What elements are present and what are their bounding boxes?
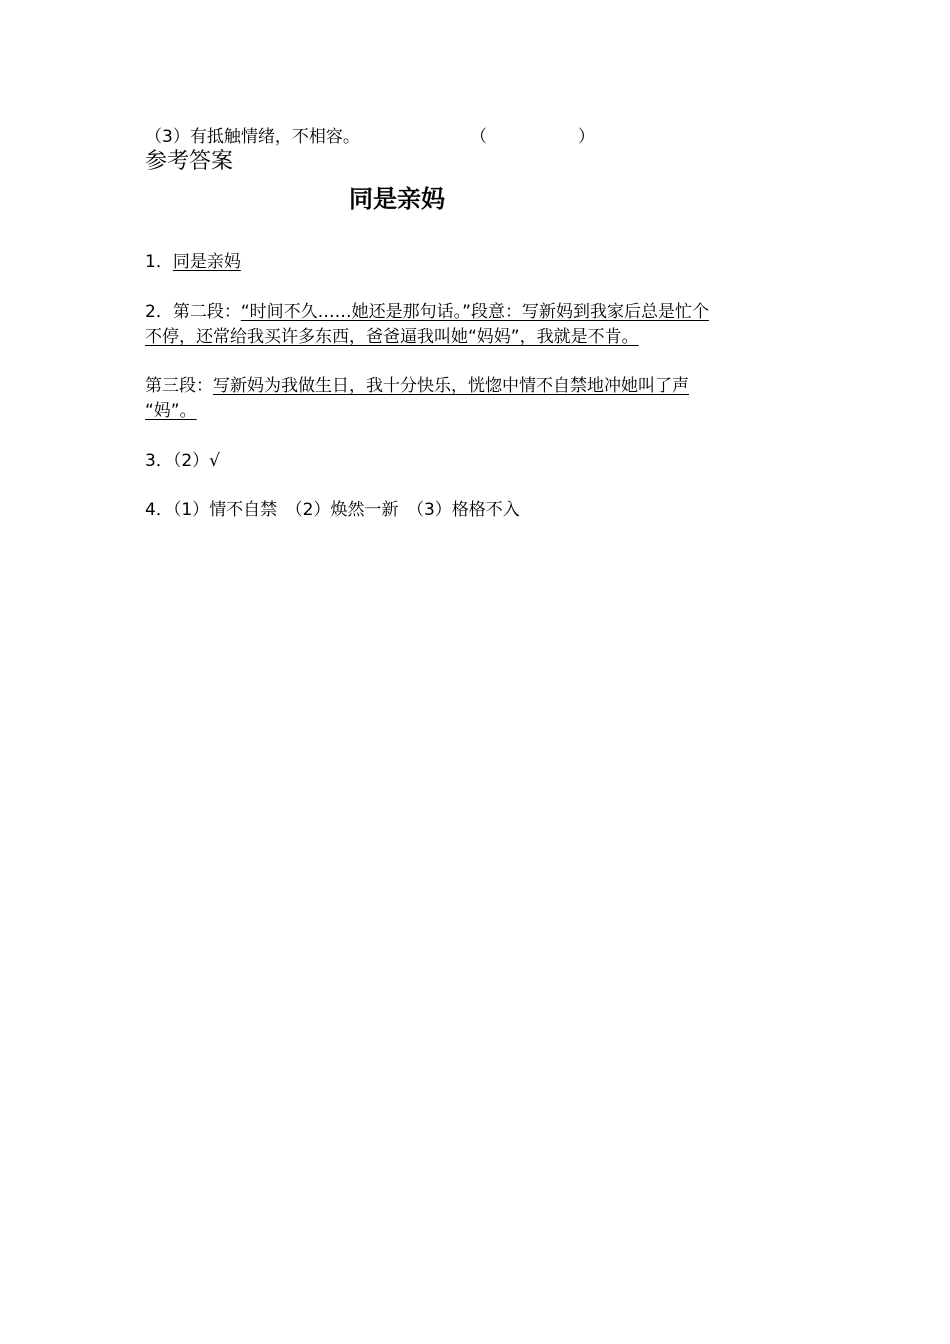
section-heading: 参考答案 (145, 149, 234, 174)
paren-open: （ (470, 127, 487, 147)
answer-3: 3．（2）√ (145, 451, 220, 471)
paren-close: ） (578, 127, 595, 147)
answer-2-line-2 (145, 325, 639, 349)
answer-2-line-1 (145, 300, 709, 324)
question-3-item: （3）有抵触情绪，不相容。 (145, 127, 360, 147)
answer-2b-line-2 (145, 399, 197, 423)
answer-1-number: 1． (145, 252, 173, 272)
answer-1-text: 同是亲妈 (172, 252, 241, 272)
answer-blank-parentheses (470, 125, 595, 149)
answer-2b-line-1 (145, 374, 689, 398)
answer-4: 4．（1）情不自禁 （2）焕然一新 （3）格格不入 (145, 500, 520, 520)
answer-2-text-2: 不停，还常给我买许多东西，爸爸逼我叫她“妈妈”，我就是不肯。 (145, 327, 639, 347)
answer-2-text-1: “时间不久……她还是那句话。”段意：写新妈到我家后总是忙个 (240, 302, 709, 322)
answer-2-number: 2．第二段： (145, 302, 241, 322)
answer-1 (145, 250, 241, 274)
answer-2b-text-1: 写新妈为我做生日，我十分快乐，恍惚中情不自禁地冲她叫了声 (213, 376, 689, 396)
article-title: 同是亲妈 (349, 185, 445, 213)
answer-2b-text-2: “妈”。 (145, 401, 197, 421)
answer-2b-prefix: 第三段： (145, 376, 213, 396)
